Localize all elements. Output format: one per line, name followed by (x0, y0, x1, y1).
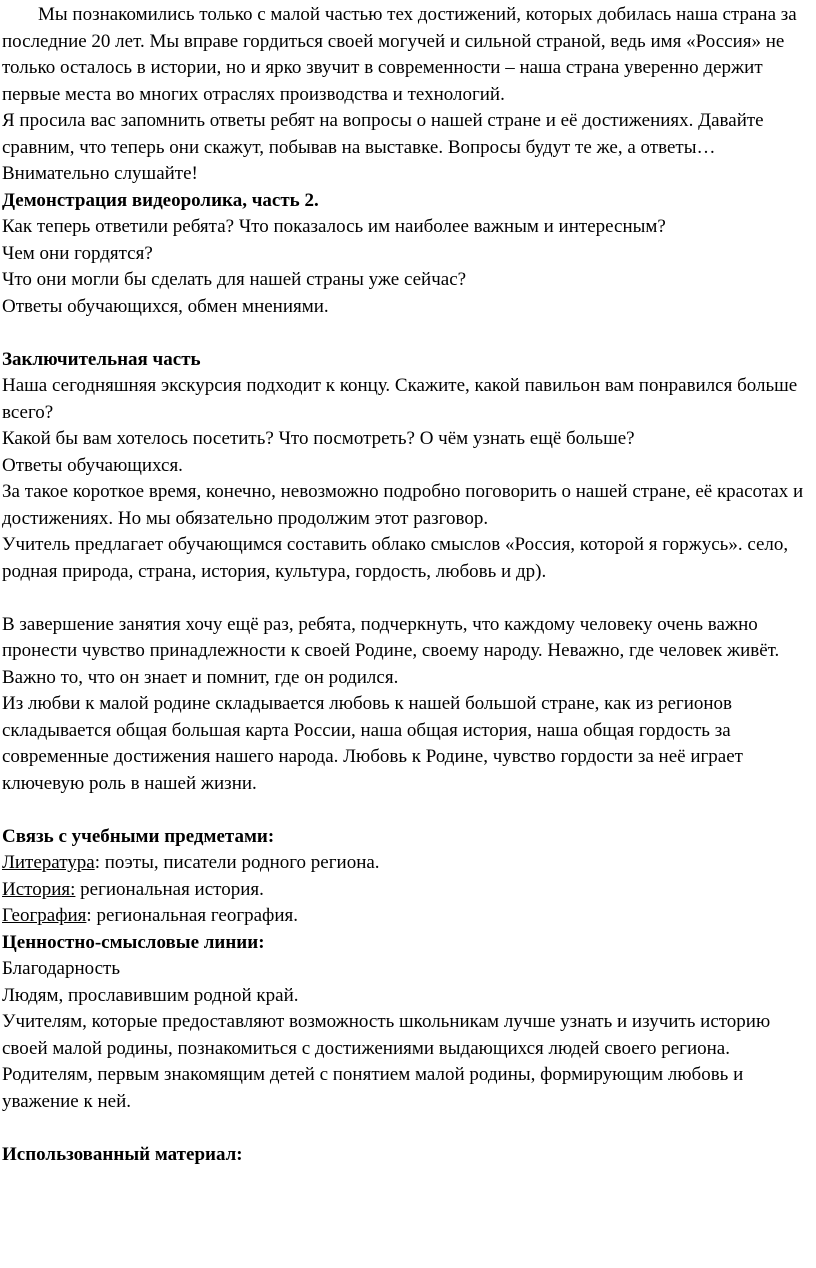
subject-literature (2, 850, 812, 877)
people-line: Людям, прославившим родной край. (2, 984, 299, 1006)
subject-literature-text: : поэты, писатели родного региона. (94, 852, 380, 873)
subject-geography-label: География (2, 905, 87, 926)
subject-geography (2, 903, 812, 930)
final-question-2: Какой бы вам хотелось посетить? Что посмотреть? О чём узнать ещё больше? (2, 428, 635, 449)
materials-heading: Использованный материал: (2, 1143, 243, 1165)
subject-history (2, 877, 812, 904)
question-1: Как теперь ответили ребята? Что показалось им наиболее важным и интересным? (2, 216, 666, 237)
teachers-paragraph: Учителям, которые предоставляют возможность школьникам лучше узнать и изучить историю своей малой родины, познакомиться с достижениями выдающихся людей своего региона. (2, 1011, 771, 1059)
question-3: Что они могли бы сделать для нашей страны уже сейчас? (2, 269, 467, 290)
blank-line (2, 585, 812, 612)
subject-literature-label: Литература (2, 852, 95, 873)
video-heading: Демонстрация видеоролика, часть 2. (2, 189, 319, 211)
answers-exchange: Ответы обучающихся, обмен мнениями. (2, 295, 329, 317)
question-2: Чем они гордятся? (2, 242, 153, 264)
subject-history-text: региональная история. (75, 878, 264, 900)
subject-history-label: История: (2, 878, 76, 900)
short-time-paragraph: За такое короткое время, конечно, невозможно подробно поговорить о нашей стране, её красотах и достижениях. Но мы обязательно продолжим этот разговор. (2, 481, 804, 529)
intro-paragraph: Мы познакомились только с малой частью тех достижений, которых добилась наша страна за последние 20 лет. Мы вправе гордиться своей могучей и сильной страной, ведь имя «Россия» не только осталось в истории, но и ярко звучит в современности – наша страна уверенно держит первые места во многих отраслях производства и технологий. (2, 4, 797, 105)
answers-students: Ответы обучающихся. (2, 454, 183, 476)
subjects-heading: Связь с учебными предметами: (2, 825, 275, 847)
blank-line (2, 797, 812, 824)
blank-line (2, 320, 812, 347)
cloud-task-paragraph: Учитель предлагает обучающимся составить облако смыслов «Россия, которой я горжусь». село, родная природа, страна, история, культура, гордость, любовь и др). (2, 534, 789, 582)
subject-geography-text: : региональная география. (86, 905, 299, 926)
conclusion-paragraph-2: Из любви к малой родине складывается любовь к нашей большой стране, как из регионов складывается общая большая карта России, наша общая история, наша общая гордость за современные достижения нашего народа. Любовь к Родине, чувство гордости за неё играет ключевую роль в нашей жизни. (2, 693, 743, 794)
final-part-heading: Заключительная часть (2, 348, 201, 370)
values-heading: Ценностно-смысловые линии: (2, 931, 265, 953)
blank-line (2, 1115, 812, 1142)
intro-remember-paragraph: Я просила вас запомнить ответы ребят на вопросы о нашей стране и её достижениях. Давайте сравним, что теперь они скажут, побывав на выставке. Вопросы будут те же, а ответы… Внимательно слушайте! (2, 110, 764, 184)
parents-paragraph: Родителям, первым знакомящим детей с понятием малой родины, формирующим любовь и уважение к ней. (2, 1064, 744, 1112)
gratitude-line: Благодарность (2, 958, 120, 979)
final-question-1: Наша сегодняшняя экскурсия подходит к концу. Скажите, какой павильон вам понравился больше всего? (2, 375, 798, 423)
conclusion-paragraph-1: В завершение занятия хочу ещё раз, ребята, подчеркнуть, что каждому человеку очень важно пронести чувство принадлежности к своей Родине, своему народу. Неважно, где человек живёт. Важно то, что он знает и помнит, где он родился. (2, 613, 780, 688)
